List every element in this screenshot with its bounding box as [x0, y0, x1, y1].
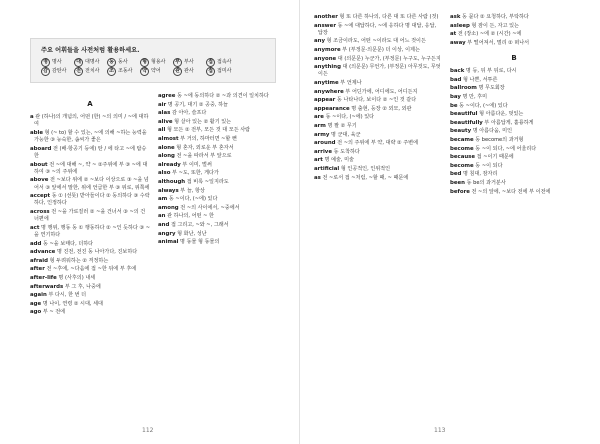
dictionary-entry [450, 23, 578, 30]
headword: ballroom [450, 85, 477, 92]
dictionary-entry [158, 102, 278, 109]
definition: 부 어딘가에, 어디에도, 어디든지 [343, 88, 418, 95]
entry-list [158, 93, 278, 246]
definition: 관 하나의, 어떤 ~ 한 [165, 213, 214, 220]
dictionary-entry [450, 77, 578, 84]
definition: 명 나이, 연령 ② 시대, 세대 [41, 300, 103, 307]
headword: another [314, 14, 338, 20]
section-letter-a: A [87, 100, 93, 108]
definition: 부 다시, 한 번 더 [46, 292, 87, 299]
headword: art [314, 157, 323, 164]
legend-label: 접속사 [217, 59, 232, 65]
definition: 명 공기, 대기 ② 공중, 하늘 [166, 101, 228, 108]
dictionary-entry [158, 188, 278, 195]
headword: above [30, 177, 49, 184]
dictionary-entry [158, 213, 278, 220]
legend-abbr: 약 [140, 67, 149, 76]
legend-label: 형용사 [151, 59, 166, 65]
dictionary-entry [314, 47, 442, 54]
headword: after [30, 266, 45, 273]
legend-item [173, 67, 206, 76]
dictionary-entry [158, 162, 278, 169]
section-letter-b: B [511, 53, 517, 62]
dictionary-entry [30, 114, 150, 128]
definition: 동 ~이다, (~에) 있다 [457, 102, 508, 109]
definition: 형 혼자, 외로운 부 혼자서 [174, 144, 234, 151]
page-number: 113 [434, 427, 446, 434]
headword: beauty [450, 128, 472, 135]
headword: away [450, 39, 466, 46]
definition: 명 예술, 미술 [322, 157, 354, 164]
entry-list [30, 114, 150, 316]
headword: although [158, 178, 186, 185]
legend-abbr: 접 [206, 58, 215, 67]
legend-item [107, 58, 140, 67]
headword: all [158, 127, 166, 134]
legend-box [30, 38, 276, 83]
headword: become [450, 145, 474, 152]
headword: anywhere [314, 88, 344, 95]
headword: artificial [314, 165, 340, 172]
legend-label: 동사 [118, 59, 128, 65]
dictionary-entry [158, 110, 278, 117]
legend-item [41, 67, 74, 76]
definition: 전 ~보다 위에 ② ~보다 이상으로 ③ ~을 넘어서 ③ 앞에서 말한, 위에 언급한 부 ③ 위로, 위쪽에 [34, 177, 150, 191]
dictionary-entry [450, 40, 578, 47]
headword: across [30, 208, 50, 215]
headword: a [30, 114, 34, 121]
legend-abbr: 접 [206, 67, 215, 76]
definition: 부 아름답게, 훌륭하게 [482, 119, 534, 126]
definition: 부 언제나 [338, 79, 362, 86]
definition: 부 ~도, 또한, 게다가 [170, 170, 219, 177]
dictionary-entry [158, 222, 278, 229]
headword: an [158, 213, 166, 220]
dictionary-entry [30, 162, 150, 176]
headword: arm [314, 122, 326, 129]
dictionary-entry [314, 114, 442, 121]
right-column-2 [450, 14, 578, 197]
definition: 대 (의문문) 누군가, (부정문) 누구도, 누구든지 [336, 55, 441, 62]
headword: beautiful [450, 111, 478, 118]
dictionary-entry [158, 231, 278, 238]
definition: 동 ① (선뜻) 받아들이다 ② 동의하다 ③ 수락하다, 인정하다 [34, 193, 150, 207]
legend-item [107, 67, 140, 76]
definition: 형 조금이라도, 어떤 ~이라도 대 어느 것이든 [325, 38, 426, 45]
legend-item [74, 58, 107, 67]
definition: 감 아아, 슬프다 [170, 110, 207, 117]
definition: 동 묻다 ② 요청하다, 부탁하다 [460, 14, 529, 20]
definition: 동 ~이다, (~에) 있다 [167, 196, 218, 203]
legend-abbr: 명 [41, 58, 50, 67]
dictionary-entry [450, 189, 578, 196]
headword: bay [450, 93, 461, 100]
legend-title: 주요 어휘들을 사전처럼 활용하세요. [41, 47, 140, 54]
definition: 명 침대, 잠자리 [461, 171, 498, 178]
headword: at [450, 31, 457, 38]
dictionary-entry [314, 97, 442, 104]
definition: 부 늘, 항상 [178, 187, 205, 194]
dictionary-entry [314, 56, 442, 63]
right-column-1 [314, 14, 442, 197]
entry-list [450, 14, 578, 47]
definition: 전 ~로서 접 ~처럼, ~할 때, ~ 때문에 [320, 174, 409, 181]
definition: 전 ~을 가로질러 ② ~을 건너서 ③ ~의 건너편에 [34, 208, 146, 223]
headword: appearance [314, 105, 350, 112]
definition: 접 ~이기 때문에 [475, 154, 514, 161]
legend-item [206, 67, 239, 76]
dictionary-entry [450, 171, 578, 178]
definition: 동 나타나다, 보이다 ② ~인 것 같다 [335, 97, 417, 104]
dictionary-entry [314, 149, 442, 156]
definition: 형 모든 ② 전부, 모든 것 대 모든 사람 [165, 127, 251, 134]
definition: 동 ~이 되다, ~에 어울리다 [473, 145, 537, 152]
headword: after-life [30, 274, 57, 281]
left-column-2 [158, 93, 278, 318]
dictionary-entry [158, 93, 278, 100]
headword: anytime [314, 79, 339, 86]
headword: anyone [314, 55, 337, 62]
dictionary-entry [30, 249, 150, 256]
headword: agree [158, 93, 176, 99]
definition: 명 등, 뒤 부 뒤로, 다시 [464, 68, 517, 75]
headword: as [314, 174, 321, 181]
definition: 명 (사후의) 내세 [56, 274, 96, 281]
right-columns [314, 14, 578, 197]
dictionary-entry [158, 136, 278, 143]
dictionary-entry [314, 157, 442, 164]
dictionary-entry [314, 140, 442, 147]
headword: about [30, 161, 48, 168]
definition: 접 비록 ~일지라도 [185, 178, 229, 185]
dictionary-entry [30, 209, 150, 223]
legend-abbr: 조 [107, 67, 116, 76]
left-columns [30, 93, 285, 318]
dictionary-entry [158, 127, 278, 134]
headword: are [314, 114, 324, 121]
headword: alone [158, 144, 175, 151]
definition: 접 그리고, ~와 ~, 그래서 [169, 221, 229, 228]
headword: and [158, 221, 170, 228]
legend-abbr: 대 [74, 58, 83, 67]
dictionary-entry [30, 146, 150, 160]
headword: alas [158, 110, 171, 117]
definition: 명 출현, 등장 ② 외모, 외관 [349, 105, 412, 112]
headword: always [158, 187, 179, 194]
legend-abbr: 동 [107, 58, 116, 67]
dictionary-entry [450, 85, 578, 92]
dictionary-entry [450, 137, 578, 144]
dictionary-entry [30, 292, 150, 299]
legend-item [140, 58, 173, 67]
dictionary-entry [314, 64, 442, 78]
definition: 부 떨어져서, 멀리 ② 떠나서 [465, 39, 530, 46]
dictionary-entry [158, 196, 278, 203]
dictionary-entry [450, 94, 578, 101]
definition: 명 행위, 행동 동 ① 행동하다 ② ~인 듯하다 ③ ~을 연기하다 [34, 224, 150, 238]
legend-label: 명사 [52, 59, 62, 65]
definition: 동 ~에 대답하다, ~에 응하다 명 대답, 응답, 답장 [318, 22, 437, 36]
dictionary-entry [30, 193, 150, 207]
definition: 형 나쁜, 서투른 [461, 76, 498, 83]
headword: act [30, 224, 40, 231]
headword: animal [158, 239, 179, 246]
legend-item [173, 58, 206, 67]
headword: army [314, 131, 330, 138]
headword: almost [158, 135, 179, 142]
definition: 형 잠이 든, 자고 있는 [469, 22, 519, 29]
legend-item [206, 58, 239, 67]
headword: already [158, 161, 181, 168]
headword: among [158, 204, 179, 211]
headword: around [314, 140, 336, 147]
dictionary-entry [450, 14, 578, 21]
legend-item [41, 58, 74, 67]
dictionary-entry [450, 146, 578, 153]
legend-abbr: 형 [140, 58, 149, 67]
headword: became [450, 136, 474, 143]
headword: before [450, 188, 470, 195]
legend-label: 접미사 [217, 68, 232, 74]
definition: 명 군대, 육군 [329, 131, 361, 138]
definition: 동 ~이다, (~에) 있다 [323, 114, 375, 121]
headword: angry [158, 230, 176, 237]
definition: 부 이미, 벌써 [180, 161, 212, 168]
dictionary-entry [158, 153, 278, 160]
definition: 동 ~을 보태다, 더하다 [41, 240, 94, 247]
definition: 명 무도회장 [476, 85, 505, 92]
headword: air [158, 101, 167, 108]
headword: been [450, 179, 466, 186]
headword: again [30, 292, 47, 299]
headword: because [450, 154, 476, 161]
definition: 대 (의문문) 무언가, (부정문) 아무것도, 무엇이든 [318, 64, 441, 78]
definition: 명 만, 후미 [460, 93, 488, 100]
headword: also [158, 170, 171, 177]
dictionary-entry [450, 103, 578, 110]
definition: 전 (장소) ~에 ② (시간) ~에 [456, 31, 522, 38]
headword: afraid [30, 257, 48, 264]
headword: answer [314, 22, 336, 29]
definition: 동 ~이 되다 [473, 162, 503, 169]
legend-abbr: 관 [173, 67, 182, 76]
headword: age [30, 300, 42, 307]
definition: 동 be의 과거분사 [465, 179, 506, 186]
headword: anymore [314, 46, 341, 53]
headword: appear [314, 97, 336, 104]
legend-abbr: 감 [41, 67, 50, 76]
definition: 형 두려워하는 ② 걱정하는 [48, 257, 109, 264]
headword: alive [158, 118, 173, 125]
definition: 전 ~후에, ~다음에 접 ~한 뒤에 부 후에 [44, 266, 137, 273]
dictionary-entry [450, 31, 578, 38]
definition: 형 (~ to) 할 수 있는, ~에 의해 ~하는 능력을 가능한 ③ 능숙한, 솜씨가 좋은 [34, 130, 147, 144]
definition: 부 그 후, 나중에 [63, 283, 101, 290]
dictionary-entry [450, 154, 578, 161]
headword: am [158, 196, 168, 203]
headword: along [158, 153, 175, 160]
definition: 명 아름다움, 미인 [471, 128, 513, 135]
dictionary-entry [450, 68, 578, 75]
dictionary-entry [30, 266, 150, 273]
definition: 형 화난, 성난 [175, 230, 207, 237]
headword: bad [450, 76, 462, 83]
headword: advance [30, 249, 56, 256]
legend-label: 부사 [184, 59, 194, 65]
dictionary-entry [30, 177, 150, 191]
definition: 전 ~의 주위에 부 약, 대략 ② 주변에 [335, 140, 419, 147]
legend-label: 대명사 [85, 59, 100, 65]
legend-item [74, 67, 107, 76]
dictionary-entry [30, 275, 150, 282]
dictionary-entry [450, 180, 578, 187]
definition: 형 아름다운, 멋있는 [477, 111, 524, 118]
definition: 부 거의, 하마터면 ~할 뻔 [178, 135, 237, 142]
definition: 전 (배·항공기 등에) 탄 / 에 타고 ~에 탑승한 [34, 145, 147, 159]
dictionary-entry [314, 175, 442, 182]
dictionary-entry [158, 119, 278, 126]
left-column-1 [30, 93, 150, 318]
dictionary-entry [314, 106, 442, 113]
headword: ask [450, 14, 461, 20]
definition: 전 ~을 따라서 부 앞으로 [174, 153, 232, 160]
definition: 전 ~의 사이에서, ~중에서 [178, 204, 240, 211]
definition: 전 ~에 대해 ~, 약 ~ ②주위에 부 ③ ~에 대하여 ③ ~의 주위에 [34, 161, 148, 175]
definition: 동 도착하다 [331, 148, 360, 155]
dictionary-entry [314, 132, 442, 139]
legend-item [140, 67, 173, 76]
headword: afterwards [30, 283, 64, 290]
definition: 부 (부정문·의문문) 더 이상, 이제는 [340, 46, 420, 53]
dictionary-entry [450, 128, 578, 135]
legend-label: 관사 [184, 68, 194, 74]
headword: anything [314, 64, 341, 71]
definition: 형 살아 있는 ② 활기 있는 [172, 118, 232, 125]
headword: accept [30, 193, 51, 200]
page-number: 112 [142, 427, 154, 434]
dictionary-entry [158, 239, 278, 246]
right-page [300, 0, 600, 444]
dictionary-entry [314, 23, 442, 37]
dictionary-entry [450, 111, 578, 118]
entry-list [314, 14, 442, 182]
dictionary-entry [450, 120, 578, 127]
definition: 형 또 다른 하나의, 다른 대 또 다른 사람 (것) [337, 14, 439, 20]
dictionary-entry [314, 80, 442, 87]
dictionary-entry [30, 301, 150, 308]
legend-label: 약어 [151, 68, 161, 74]
dictionary-entry [314, 123, 442, 130]
headword: any [314, 38, 325, 45]
headword: ago [30, 309, 42, 316]
dictionary-entry [158, 179, 278, 186]
entry-list [450, 68, 578, 196]
headword: bed [450, 171, 462, 178]
headword: back [450, 68, 465, 75]
legend-abbr: 전 [74, 67, 83, 76]
dictionary-entry [30, 284, 150, 291]
dictionary-entry [314, 14, 442, 21]
legend-label: 전치사 [85, 68, 100, 74]
dictionary-entry [30, 130, 150, 144]
dictionary-entry [314, 89, 442, 96]
definition: 명 진전, 전진 동 나아가다, 진보하다 [55, 249, 138, 256]
dictionary-entry [158, 170, 278, 177]
legend-grid [41, 58, 267, 76]
dictionary-entry [30, 258, 150, 265]
headword: asleep [450, 22, 470, 29]
dictionary-entry [450, 163, 578, 170]
definition: 동 ~에 동의하다 ② ~과 의견이 일치하다 [175, 93, 269, 99]
legend-label: 감탄사 [52, 68, 67, 74]
dictionary-entry [30, 241, 150, 248]
definition: 명 팔 ② 무기 [325, 122, 357, 129]
headword: become [450, 162, 474, 169]
legend-label: 조동사 [118, 68, 133, 74]
dictionary-entry [158, 145, 278, 152]
dictionary-entry [30, 309, 150, 316]
dictionary-entry [158, 205, 278, 212]
definition: 명 동물 형 동물의 [178, 239, 220, 246]
headword: aboard [30, 145, 52, 152]
dictionary-entry [314, 166, 442, 173]
dictionary-entry [30, 225, 150, 239]
headword: beautifully [450, 119, 483, 126]
dictionary-entry [314, 38, 442, 45]
definition: 관 (하나)의 개념의, 어떤 (한) ~의 의미 / ~에 대하여 [33, 114, 149, 128]
headword: add [30, 240, 42, 247]
definition: 동 become의 과거형 [473, 136, 524, 143]
legend-abbr: 부 [173, 58, 182, 67]
headword: be [450, 102, 458, 109]
headword: able [30, 130, 44, 136]
definition: 형 인공적인, 인위적인 [339, 165, 391, 172]
headword: arrive [314, 148, 332, 155]
definition: 전 ~의 앞에, ~보다 전에 부 이전에 [469, 188, 551, 195]
definition: 부 ~ 전에 [41, 309, 66, 316]
